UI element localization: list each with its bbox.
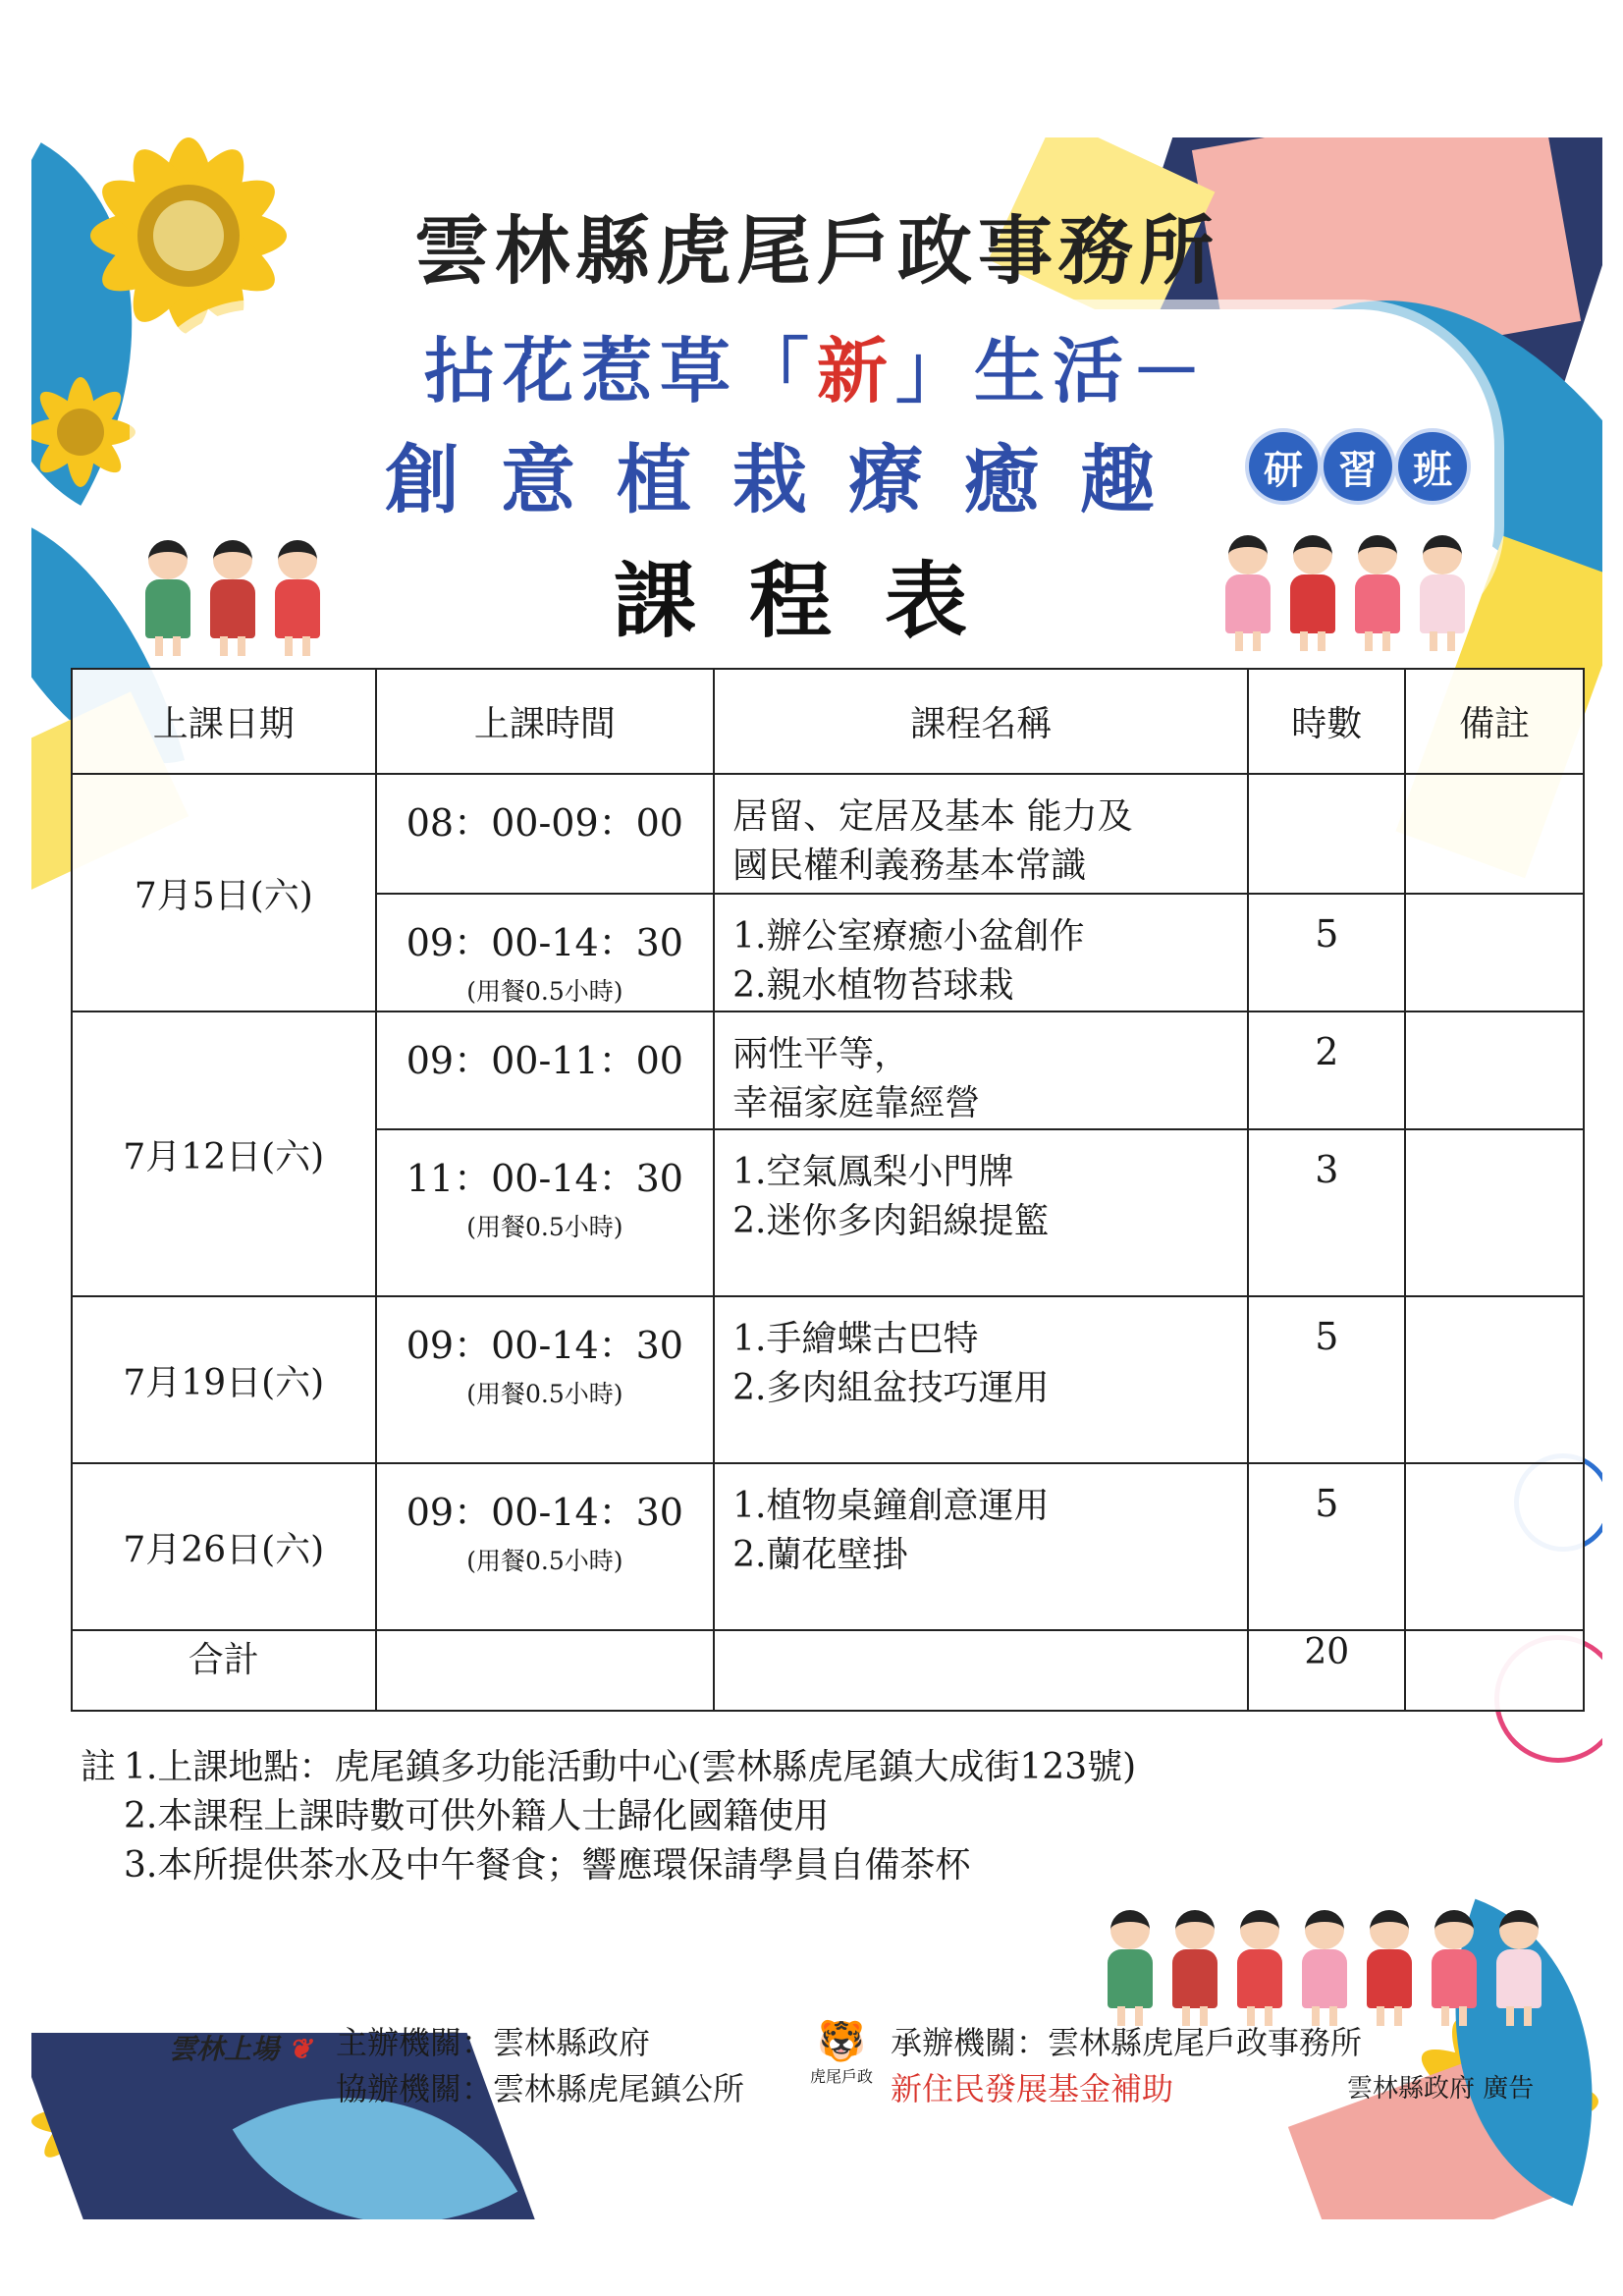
- badge-char: 班: [1398, 432, 1467, 501]
- child-icon: [1361, 1910, 1418, 2028]
- event-title-part2: 」生活－: [895, 329, 1211, 412]
- child-icon: [1414, 535, 1471, 653]
- tiger-icon: 🐯: [817, 2019, 866, 2064]
- child-icon: [1219, 535, 1276, 653]
- course-cell: [714, 894, 1248, 1011]
- child-icon: [1102, 1910, 1159, 2028]
- agency-title: 雲林縣虎尾戶政事務所: [414, 207, 1219, 295]
- event-title: [31, 314, 1602, 416]
- date-cell: 7月26日(六): [72, 1463, 376, 1630]
- meal-note: (用餐0.5小時): [466, 1380, 623, 1408]
- child-icon: [1490, 1910, 1547, 2028]
- hours-cell: 5: [1248, 1463, 1405, 1630]
- table-row: [72, 1011, 1584, 1129]
- badge-char: 習: [1324, 432, 1392, 501]
- total-label: 合計: [72, 1630, 376, 1711]
- date-cell: 7月12日(六): [72, 1011, 376, 1296]
- child-icon: [1349, 535, 1406, 653]
- table-row: [72, 1296, 1584, 1463]
- meal-note: (用餐0.5小時): [466, 1547, 623, 1575]
- remarks-cell: [1405, 1011, 1584, 1129]
- children-illustration-right: [1219, 535, 1471, 653]
- time-cell: [376, 774, 715, 894]
- child-icon: [204, 540, 261, 658]
- host-agency: 主辦機關：雲林縣政府: [336, 2024, 651, 2061]
- table-header-row: [72, 669, 1584, 774]
- header-course: 課程名稱: [714, 669, 1248, 774]
- hours-cell: 5: [1248, 894, 1405, 1011]
- remarks-cell: [1405, 1296, 1584, 1463]
- poster: [31, 137, 1602, 2219]
- note-line: 3.本所提供茶水及中午餐食；響應環保請學員自備茶杯: [124, 1845, 971, 1886]
- note-prefix: 註: [81, 1747, 117, 1787]
- course-line: 2.迷你多肉鋁線提籃: [732, 1201, 1050, 1241]
- time-cell: [376, 1463, 715, 1630]
- logo-left-text: 雲林上場: [169, 2033, 280, 2065]
- child-icon: [139, 540, 196, 658]
- course-line: 2.親水植物苔球栽: [732, 965, 1014, 1006]
- time-text: 09：00-14：30: [406, 921, 683, 964]
- workshop-badges: [1249, 432, 1467, 501]
- time-cell: [376, 1011, 715, 1129]
- course-cell: [714, 1463, 1248, 1630]
- fund-text: 新住民發展基金補助: [891, 2070, 1174, 2107]
- huwei-logo: [807, 2018, 876, 2087]
- course-line: 2.蘭花壁掛: [732, 1535, 908, 1575]
- total-row: [72, 1630, 1584, 1711]
- empty-cell: [1405, 1630, 1584, 1711]
- time-text: 08：00-09：00: [406, 801, 683, 845]
- course-cell: [714, 774, 1248, 894]
- course-line: 1.手繪蝶古巴特: [732, 1319, 979, 1359]
- header-date: 上課日期: [72, 669, 376, 774]
- meal-note: (用餐0.5小時): [466, 977, 623, 1006]
- course-line: 2.多肉組盆技巧運用: [732, 1368, 1050, 1408]
- course-cell: [714, 1129, 1248, 1296]
- hours-cell: 3: [1248, 1129, 1405, 1296]
- header-time: 上課時間: [376, 669, 715, 774]
- hours-cell: 2: [1248, 1011, 1405, 1129]
- header-hours: 時數: [1248, 669, 1405, 774]
- time-text: 09：00-14：30: [406, 1491, 683, 1534]
- course-line: 1.植物桌鐘創意運用: [732, 1486, 1050, 1526]
- child-icon: [1296, 1910, 1353, 2028]
- remarks-cell: [1405, 1129, 1584, 1296]
- meal-note: (用餐0.5小時): [466, 1213, 623, 1241]
- children-illustration-footer: [1102, 1910, 1547, 2028]
- schedule-table: [71, 668, 1585, 1712]
- child-icon: [1166, 1910, 1223, 2028]
- note-line: 2.本課程上課時數可供外籍人士歸化國籍使用: [124, 1796, 830, 1836]
- badge-char: 研: [1249, 432, 1318, 501]
- time-cell: [376, 1129, 715, 1296]
- logo-right-text: 虎尾戶政: [809, 2067, 873, 2086]
- table-row: [72, 1463, 1584, 1630]
- course-line: 1.空氣鳳梨小門牌: [732, 1152, 1014, 1192]
- date-cell: 7月5日(六): [72, 774, 376, 1011]
- note-line: [81, 1743, 1136, 1792]
- course-line: 國民權利義務基本常識: [732, 846, 1087, 886]
- time-text: 11：00-14：30: [406, 1157, 683, 1200]
- event-subtitle: 創意植栽療癒趣: [385, 436, 1196, 523]
- schedule-title: 課程表: [613, 552, 1020, 649]
- course-cell: [714, 1296, 1248, 1463]
- child-icon: [1284, 535, 1341, 653]
- course-line: 兩性平等，: [732, 1034, 910, 1074]
- course-line: 居留、定居及基本 能力及: [732, 796, 1133, 837]
- hours-cell: 5: [1248, 1296, 1405, 1463]
- course-line: 幸福家庭靠經營: [732, 1083, 981, 1123]
- total-hours: 20: [1248, 1630, 1405, 1711]
- child-icon: [269, 540, 326, 658]
- yunlin-logo: [169, 2028, 311, 2067]
- organizer-agency: 承辦機關：雲林縣虎尾戶政事務所: [891, 2024, 1363, 2061]
- time-text: 09：00-11：00: [406, 1039, 683, 1082]
- notes-section: [81, 1743, 1136, 1890]
- time-text: 09：00-14：30: [406, 1324, 683, 1367]
- remarks-cell: [1405, 894, 1584, 1011]
- table-row: [72, 774, 1584, 894]
- ad-label: 雲林縣政府 廣告: [1347, 2074, 1535, 2104]
- flame-icon: ❦: [288, 2033, 312, 2065]
- co-host-agency: 協辦機關：雲林縣虎尾鎮公所: [336, 2070, 745, 2107]
- empty-cell: [714, 1630, 1248, 1711]
- header-remarks: 備註: [1405, 669, 1584, 774]
- children-illustration-left: [139, 540, 326, 658]
- event-title-highlight: 新: [816, 329, 895, 412]
- child-icon: [1426, 1910, 1483, 2028]
- event-title-part1: 拈花惹草「: [423, 329, 817, 412]
- remarks-cell: [1405, 1463, 1584, 1630]
- course-line: 1.辦公室療癒小盆創作: [732, 916, 1085, 957]
- empty-cell: [376, 1630, 715, 1711]
- time-cell: [376, 1296, 715, 1463]
- time-cell: [376, 894, 715, 1011]
- course-cell: [714, 1011, 1248, 1129]
- hours-cell: [1248, 774, 1405, 894]
- date-cell: 7月19日(六): [72, 1296, 376, 1463]
- note-text: 1.上課地點：虎尾鎮多功能活動中心(雲林縣虎尾鎮大成街123號): [124, 1747, 1137, 1787]
- remarks-cell: [1405, 774, 1584, 894]
- child-icon: [1231, 1910, 1288, 2028]
